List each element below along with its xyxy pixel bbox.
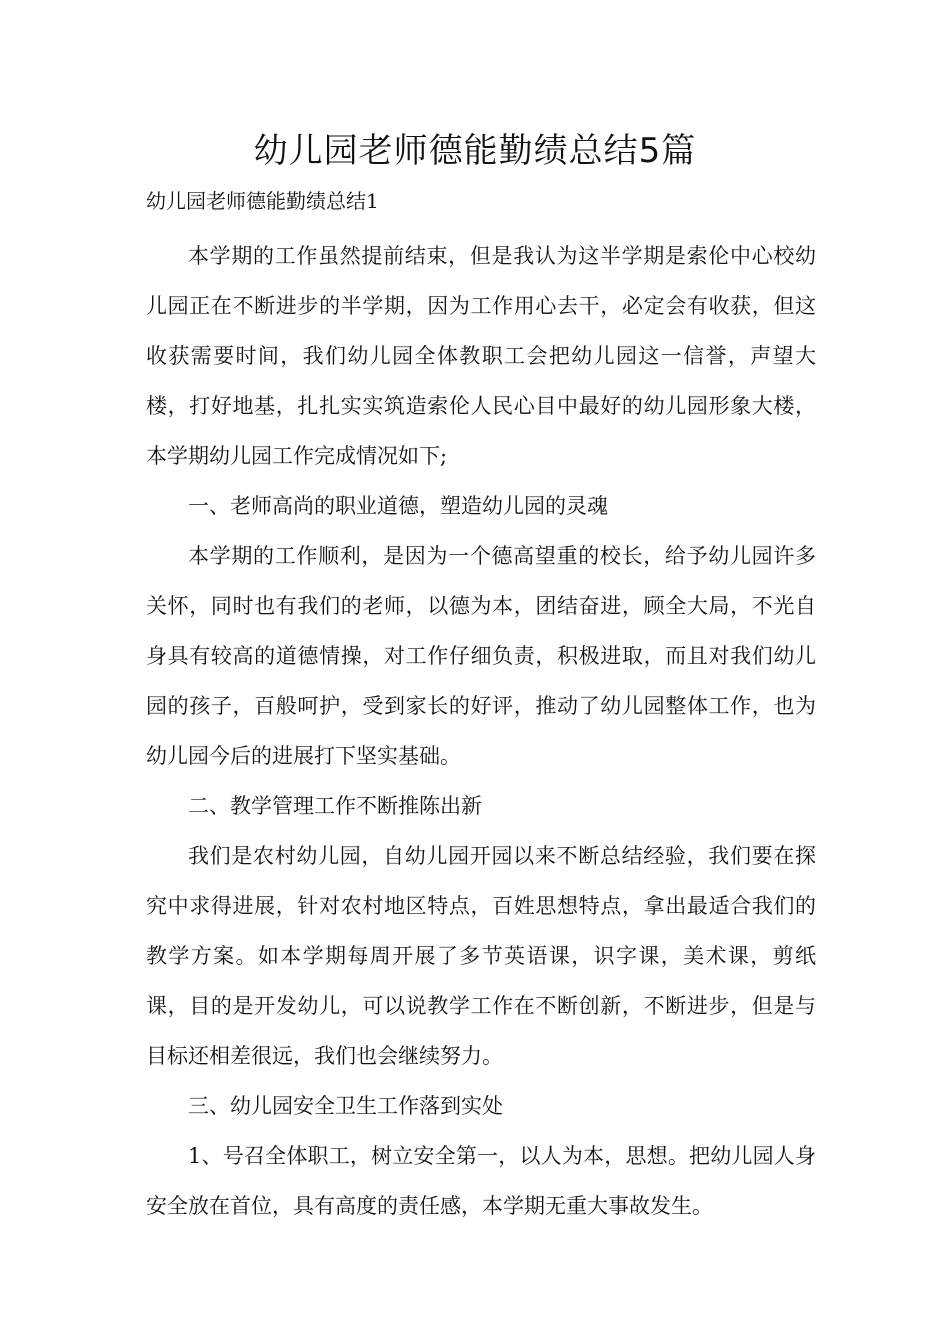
section-heading-3: 三、幼儿园安全卫生工作落到实处 [188,1094,503,1118]
paragraph-ethics: 本学期的工作顺利，是因为一个德高望重的校长，给予幼儿园许多关怀，同时也有我们的老师，以德为本，团结奋进，顾全大局，不光自身具有较高的道德情操，对工作仔细负责，积极进取，而且对我们幼儿园的孩子，百般呵护，受到家长的好评，推动了幼儿园整体工作，也为幼儿园今后的进展打下坚实基础。 [146,544,816,768]
section-heading-2: 二、教学管理工作不断推陈出新 [188,794,482,818]
section-heading-1: 一、老师高尚的职业道德，塑造幼儿园的灵魂 [188,494,608,518]
document-body [146,231,816,1231]
paragraph-intro: 本学期的工作虽然提前结束，但是我认为这半学期是索伦中心校幼儿园正在不断进步的半学期，因为工作用心去干，必定会有收获，但这收获需要时间，我们幼儿园全体教职工会把幼儿园这一信誉，声望大楼，打好地基，扎扎实实筑造索伦人民心目中最好的幼儿园形象大楼，本学期幼儿园工作完成情况如下; [146,244,816,468]
section-subtitle: 幼儿园老师德能勤绩总结1 [146,189,379,213]
document-title: 幼儿园老师德能勤绩总结5篇 [253,131,697,171]
paragraph-teaching: 我们是农村幼儿园，自幼儿园开园以来不断总结经验，我们要在探究中求得进展，针对农村地区特点，百姓思想特点，拿出最适合我们的教学方案。如本学期每周开展了多节英语课，识字课，美术课，剪纸课，目的是开发幼儿，可以说教学工作在不断创新，不断进步，但是与目标还相差很远，我们也会继续努力。 [146,844,816,1068]
paragraph-safety: 1、号召全体职工，树立安全第一，以人为本，思想。把幼儿园人身安全放在首位，具有高度的责任感，本学期无重大事故发生。 [146,1144,816,1218]
